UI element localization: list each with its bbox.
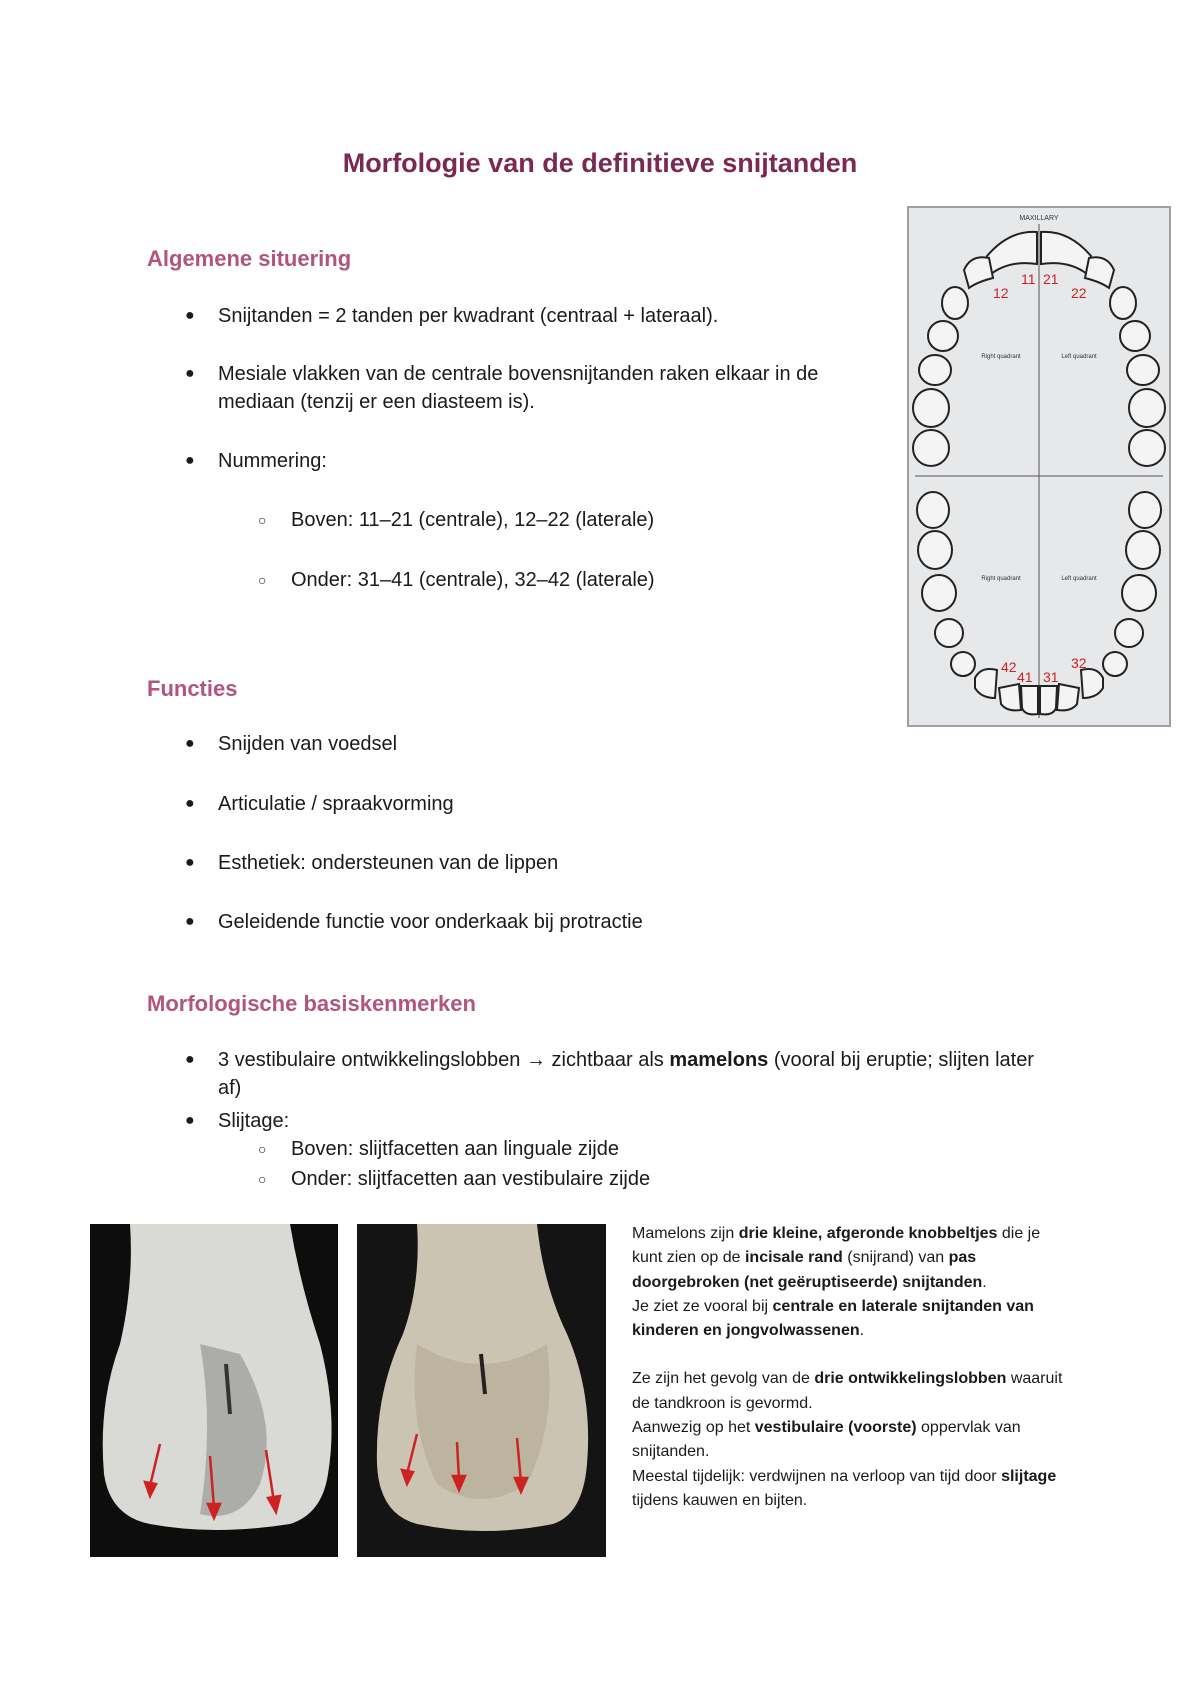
note-paragraph: Ze zijn het gevolg van de drie ontwikkelingslobben waaruit de tandkroon is gevormd. <box>632 1370 1063 1412</box>
left-quadrant-label-upper: Left quadrant <box>1061 354 1097 360</box>
circle-bullet-icon: ○ <box>258 1141 267 1157</box>
bullet-icon: ● <box>185 854 195 871</box>
circle-bullet-icon: ○ <box>258 1171 267 1187</box>
mamelons-term: mamelons <box>669 1049 769 1071</box>
tooth-number-42: 42 <box>1001 659 1017 675</box>
incisor-photo-worn <box>90 1224 338 1557</box>
section-heading-basiskenmerken: Morfologische basiskenmerken <box>147 991 476 1016</box>
bullet-icon: ● <box>185 365 195 382</box>
circle-bullet-icon: ○ <box>258 572 267 588</box>
note-paragraph: Meestal tijdelijk: verdwijnen na verloop van tijd door slijtage tijdens kauwen en bijten. <box>632 1467 1057 1509</box>
tooth-number-12: 12 <box>993 285 1009 301</box>
tooth-number-21: 21 <box>1043 271 1059 287</box>
bullet-icon: ● <box>185 1112 195 1129</box>
incisor-photo-mamelons <box>357 1224 606 1557</box>
bullet-icon: ● <box>185 735 195 752</box>
chart-header: MAXILLARY <box>1019 215 1059 222</box>
note-paragraph: Aanwezig op het vestibulaire (voorste) oppervlak van snijtanden. <box>632 1419 1021 1461</box>
bullet-icon: ● <box>185 1051 195 1068</box>
section-heading-situering: Algemene situering <box>147 246 352 271</box>
left-quadrant-label-lower: Left quadrant <box>1061 576 1097 582</box>
circle-bullet-icon: ○ <box>258 512 267 528</box>
bullet-icon: ● <box>185 307 195 324</box>
note-paragraph: Je ziet ze vooral bij centrale en laterale snijtanden van kinderen en jongvolwassenen. <box>632 1297 1034 1340</box>
section-heading-functies: Functies <box>147 676 238 701</box>
tooth-number-22: 22 <box>1071 285 1087 301</box>
dental-arch-chart <box>907 206 1171 727</box>
tooth-number-31: 31 <box>1043 669 1059 685</box>
mamelons-note <box>632 1222 1072 1513</box>
bullet-icon: ● <box>185 795 195 812</box>
right-quadrant-label-upper: Right quadrant <box>981 354 1021 360</box>
tooth-number-32: 32 <box>1071 655 1087 671</box>
tooth-number-11: 11 <box>1021 271 1036 287</box>
page-title: Morfologie van de definitieve snijtanden <box>342 148 858 178</box>
note-paragraph: Mamelons zijn drie kleine, afgeronde knobbeltjes die je kunt zien op de incisale rand (snijrand) van pas doorgebroken (net geëruptiseerde) snijtanden. <box>632 1225 1041 1291</box>
bullet-icon: ● <box>185 913 195 930</box>
right-quadrant-label-lower: Right quadrant <box>981 576 1021 582</box>
bullet-icon: ● <box>185 452 195 469</box>
tooth-number-41: 41 <box>1017 669 1033 685</box>
